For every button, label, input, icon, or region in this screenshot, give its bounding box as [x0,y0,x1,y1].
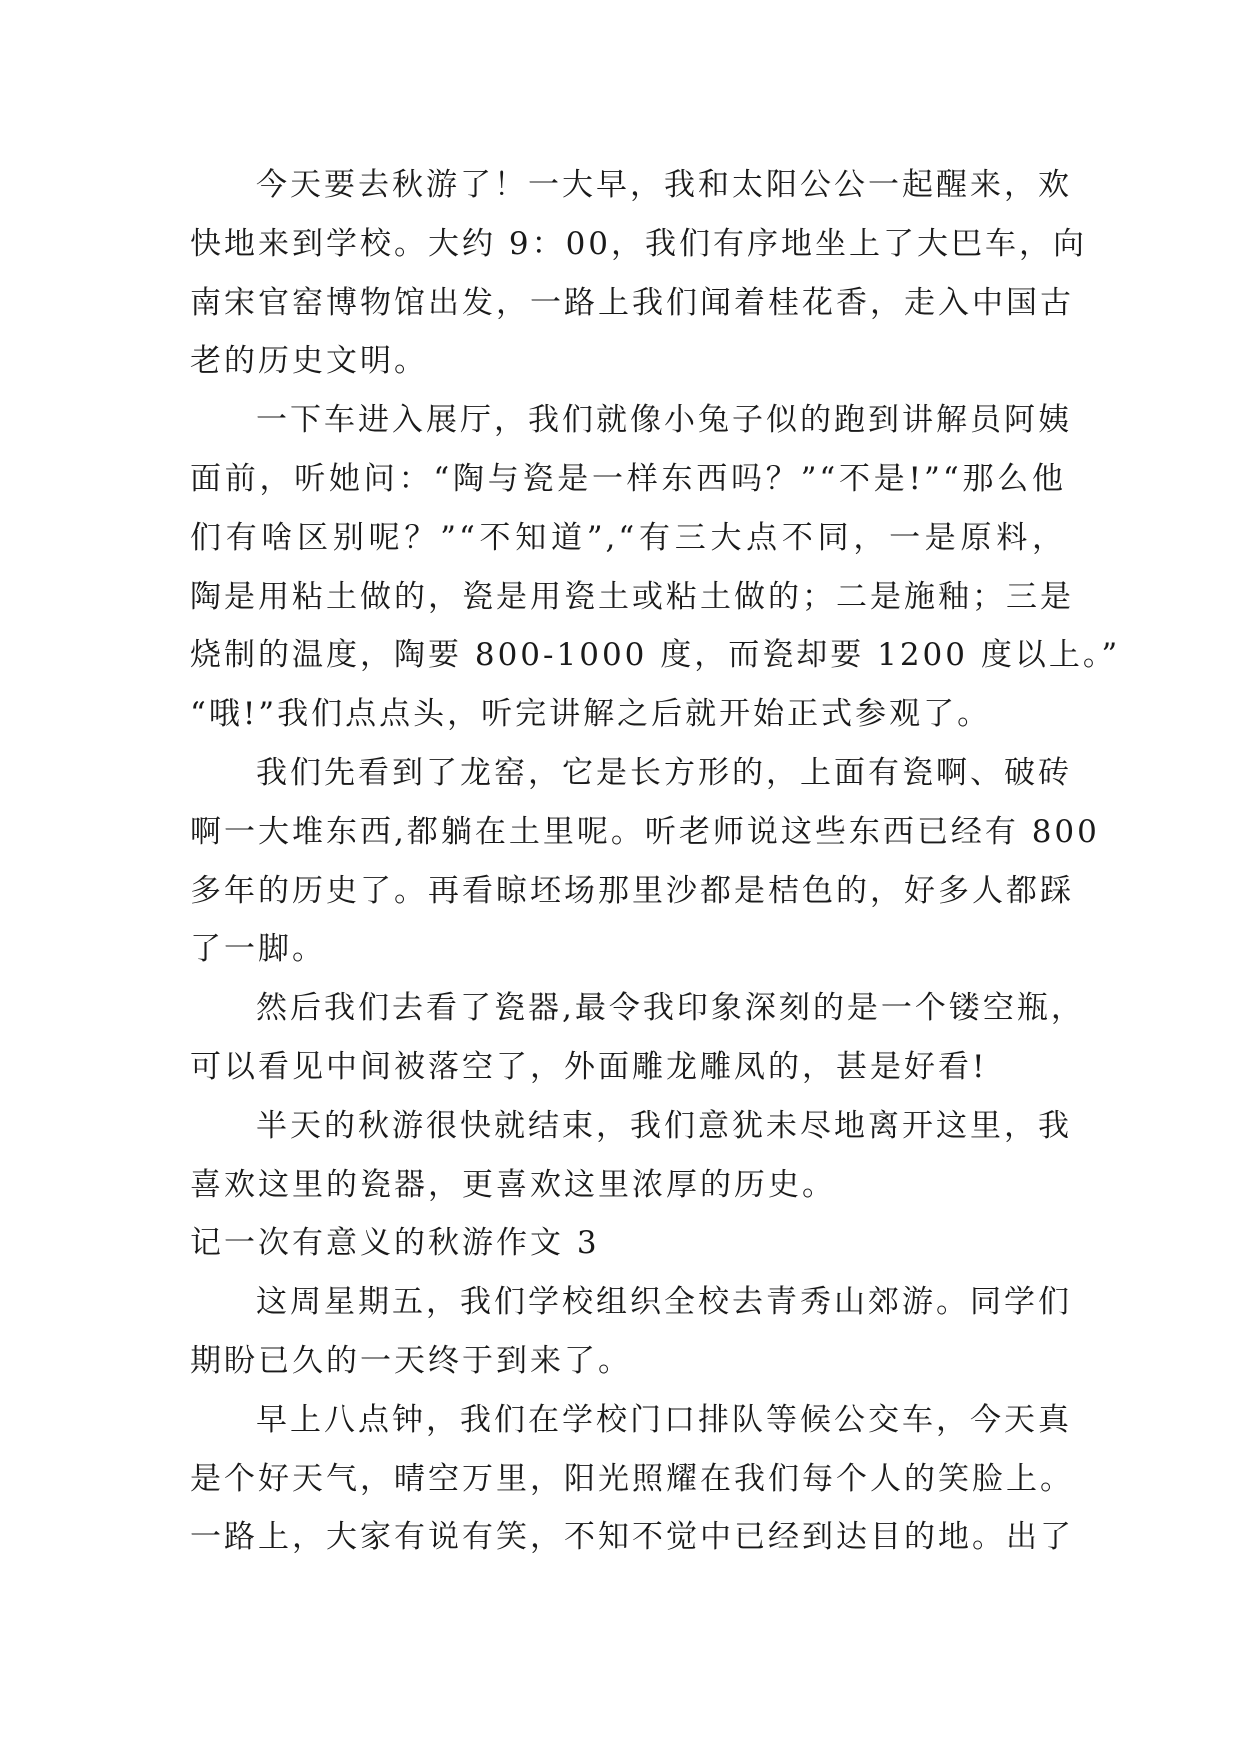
text-line: 早上八点钟，我们在学校门口排队等候公交车，今天真 [256,1401,1072,1438]
text-line: 然后我们去看了瓷器,最令我印象深刻的是一个镂空瓶， [256,990,1085,1027]
text-line: 快地来到学校。大约 9：00，我们有序地坐上了大巴车，向 [190,225,1088,262]
text-line: 这周星期五，我们学校组织全校去青秀山郊游。同学们 [256,1284,1072,1321]
text-line: 一路上，大家有说有笑，不知不觉中已经到达目的地。出了 [190,1519,1074,1556]
text-line: 半天的秋游很快就结束，我们意犹未尽地离开这里，我 [256,1107,1072,1144]
paragraph [190,744,1100,979]
section-heading: 记一次有意义的秋游作文 3 [190,1225,600,1262]
text-line: 面前，听她问：“陶与瓷是一样东西吗？”“不是!”“那么他 [190,460,1066,497]
text-line: 多年的历史了。再看晾坯场那里沙都是桔色的，好多人都踩 [190,872,1074,909]
text-line: 今天要去秋游了！一大早，我和太阳公公一起醒来，欢 [256,167,1072,203]
text-line: 期盼已久的一天终于到来了。 [190,1342,632,1379]
text-line: 烧制的温度，陶要 800-1000 度，而瓷却要 1200 度以上。” [190,637,1121,674]
paragraph [190,1391,1074,1567]
text-line: 可以看见中间被落空了，外面雕龙雕凤的，甚是好看! [190,1048,988,1085]
text-line: 了一脚。 [190,931,326,968]
paragraph [190,979,1085,1097]
text-line: 陶是用粘土做的，瓷是用瓷土或粘土做的；二是施釉；三是 [190,578,1074,615]
document-page [190,156,1121,1567]
paragraph [190,1273,1072,1391]
text-line: “哦!”我们点点头，听完讲解之后就开始正式参观了。 [190,696,992,733]
text-line: 喜欢这里的瓷器，更喜欢这里浓厚的历史。 [190,1166,836,1203]
text-line: 老的历史文明。 [190,343,428,380]
paragraph [190,391,1121,744]
text-line: 南宋官窑博物馆出发，一路上我们闻着桂花香，走入中国古 [190,284,1074,321]
text-line: 啊一大堆东西,都躺在土里呢。听老师说这些东西已经有 800 [190,813,1100,850]
text-line: 是个好天气，晴空万里，阳光照耀在我们每个人的笑脸上。 [190,1460,1074,1497]
text-line: 们有啥区别呢？”“不知道”,“有三大点不同，一是原料， [190,519,1066,556]
text-line: 一下车进入展厅，我们就像小兔子似的跑到讲解员阿姨 [256,402,1072,439]
paragraph [190,1097,1072,1215]
text-line: 我们先看到了龙窑，它是长方形的，上面有瓷啊、破砖 [256,754,1072,791]
paragraph [190,156,1088,391]
